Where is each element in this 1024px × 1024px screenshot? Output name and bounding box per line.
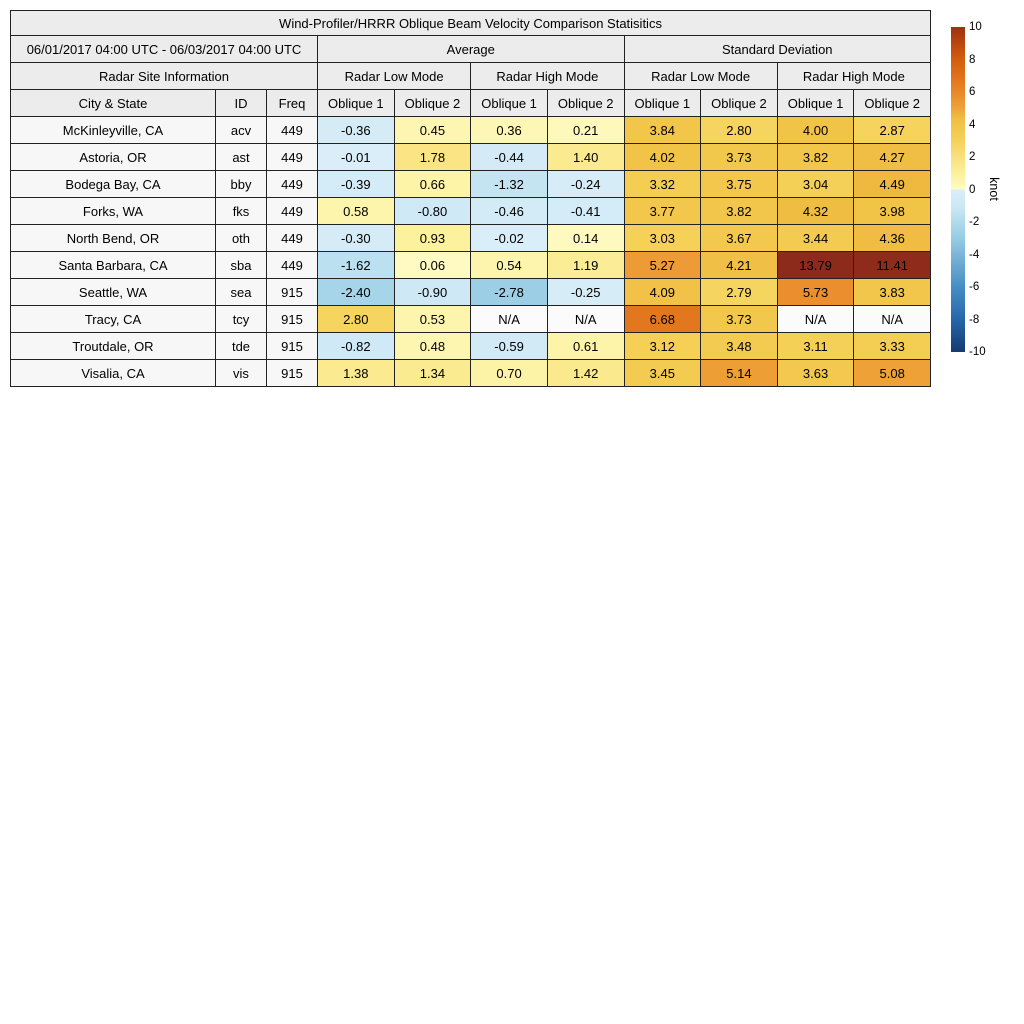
freq-cell: 915 [267, 279, 318, 306]
colorbar-tick-label: -6 [969, 281, 980, 293]
value-cell: -0.46 [471, 198, 548, 225]
value-cell: -0.02 [471, 225, 548, 252]
value-cell: 0.54 [471, 252, 548, 279]
value-cell: 4.32 [777, 198, 854, 225]
city-cell: Visalia, CA [11, 360, 216, 387]
id-cell: bby [216, 171, 267, 198]
id-cell: vis [216, 360, 267, 387]
value-cell: 4.21 [701, 252, 778, 279]
value-cell: -0.39 [318, 171, 395, 198]
column-header-row [11, 90, 931, 117]
value-cell: 13.79 [777, 252, 854, 279]
site-row-acv [11, 117, 931, 144]
site-row-vis [11, 360, 931, 387]
value-cell: -1.32 [471, 171, 548, 198]
value-cell: 4.00 [777, 117, 854, 144]
std-dev-header: Standard Deviation [624, 36, 931, 63]
value-cell: 2.79 [701, 279, 778, 306]
colorbar-tick-label: -10 [969, 346, 986, 358]
freq-cell: 915 [267, 333, 318, 360]
city-cell: Troutdale, OR [11, 333, 216, 360]
id-cell: acv [216, 117, 267, 144]
value-cell: 3.63 [777, 360, 854, 387]
value-cell: 11.41 [854, 252, 931, 279]
id-cell: tcy [216, 306, 267, 333]
city-cell: McKinleyville, CA [11, 117, 216, 144]
value-cell: 3.83 [854, 279, 931, 306]
avg-high-mode-header: Radar High Mode [471, 63, 624, 90]
value-cell: 3.98 [854, 198, 931, 225]
city-cell: Forks, WA [11, 198, 216, 225]
value-cell: 0.48 [394, 333, 471, 360]
std-low-mode-header: Radar Low Mode [624, 63, 777, 90]
date-range-cell: 06/01/2017 04:00 UTC - 06/03/2017 04:00 UTC [11, 36, 318, 63]
value-cell: 2.80 [701, 117, 778, 144]
value-cell: -1.62 [318, 252, 395, 279]
colorbar-tick-label: -8 [969, 313, 980, 326]
freq-header: Freq [267, 90, 318, 117]
avg-low-oblique-1-header: Oblique 1 [318, 90, 395, 117]
value-cell: 2.80 [318, 306, 395, 333]
stats-table [10, 10, 931, 387]
colorbar [951, 21, 1021, 358]
value-cell: 1.40 [547, 144, 624, 171]
value-cell: 4.02 [624, 144, 701, 171]
value-cell: 3.44 [777, 225, 854, 252]
value-cell: 5.27 [624, 252, 701, 279]
value-cell: 3.11 [777, 333, 854, 360]
city-cell: North Bend, OR [11, 225, 216, 252]
value-cell: 3.73 [701, 306, 778, 333]
value-cell: 3.33 [854, 333, 931, 360]
freq-cell: 915 [267, 306, 318, 333]
colorbar-tick-label: 8 [969, 53, 976, 66]
value-cell: -2.40 [318, 279, 395, 306]
value-cell: 0.06 [394, 252, 471, 279]
freq-cell: 449 [267, 171, 318, 198]
value-cell: 0.14 [547, 225, 624, 252]
id-cell: oth [216, 225, 267, 252]
std-high-oblique-2-header: Oblique 2 [854, 90, 931, 117]
std-low-oblique-1-header: Oblique 1 [624, 90, 701, 117]
value-cell: 4.49 [854, 171, 931, 198]
value-cell: 0.45 [394, 117, 471, 144]
city-cell: Tracy, CA [11, 306, 216, 333]
colorbar-tick-label: 4 [969, 118, 976, 131]
value-cell: 3.82 [777, 144, 854, 171]
freq-cell: 449 [267, 144, 318, 171]
value-cell: -0.01 [318, 144, 395, 171]
value-cell: -0.24 [547, 171, 624, 198]
colorbar-tick-label: 0 [969, 183, 976, 196]
value-cell: 3.73 [701, 144, 778, 171]
value-cell: 4.27 [854, 144, 931, 171]
site-row-tcy [11, 306, 931, 333]
city-cell: Santa Barbara, CA [11, 252, 216, 279]
value-cell: 1.34 [394, 360, 471, 387]
std-high-oblique-1-header: Oblique 1 [777, 90, 854, 117]
table-body [11, 117, 931, 387]
value-cell: N/A [547, 306, 624, 333]
std-high-mode-header: Radar High Mode [777, 63, 930, 90]
avg-high-oblique-1-header: Oblique 1 [471, 90, 548, 117]
colorbar-tick-label: -4 [969, 248, 980, 261]
table-title-row [11, 11, 931, 36]
value-cell: 5.14 [701, 360, 778, 387]
site-row-oth [11, 225, 931, 252]
site-row-ast [11, 144, 931, 171]
value-cell: -0.30 [318, 225, 395, 252]
value-cell: 1.78 [394, 144, 471, 171]
value-cell: 3.82 [701, 198, 778, 225]
freq-cell: 449 [267, 225, 318, 252]
value-cell: 3.12 [624, 333, 701, 360]
value-cell: 3.67 [701, 225, 778, 252]
city-cell: Seattle, WA [11, 279, 216, 306]
id-cell: fks [216, 198, 267, 225]
value-cell: 3.77 [624, 198, 701, 225]
city-cell: Bodega Bay, CA [11, 171, 216, 198]
value-cell: 1.42 [547, 360, 624, 387]
freq-cell: 449 [267, 198, 318, 225]
colorbar-tick-label: 6 [969, 86, 976, 98]
value-cell: 3.84 [624, 117, 701, 144]
table-title: Wind-Profiler/HRRR Oblique Beam Velocity Comparison Statisitics [11, 11, 931, 36]
site-row-fks [11, 198, 931, 225]
value-cell: 0.70 [471, 360, 548, 387]
avg-low-oblique-2-header: Oblique 2 [394, 90, 471, 117]
colorbar-tick-label: -2 [969, 216, 980, 228]
avg-low-mode-header: Radar Low Mode [318, 63, 471, 90]
group-header-row-1 [11, 36, 931, 63]
id-cell: sba [216, 252, 267, 279]
freq-cell: 449 [267, 252, 318, 279]
value-cell: 1.38 [318, 360, 395, 387]
site-info-header: Radar Site Information [11, 63, 318, 90]
value-cell: -0.82 [318, 333, 395, 360]
value-cell: -0.25 [547, 279, 624, 306]
value-cell: 3.04 [777, 171, 854, 198]
site-row-sea [11, 279, 931, 306]
colorbar-tick-label: 2 [969, 151, 976, 163]
value-cell: 1.19 [547, 252, 624, 279]
avg-high-oblique-2-header: Oblique 2 [547, 90, 624, 117]
value-cell: -0.80 [394, 198, 471, 225]
value-cell: 0.66 [394, 171, 471, 198]
value-cell: 0.36 [471, 117, 548, 144]
value-cell: N/A [471, 306, 548, 333]
value-cell: 0.61 [547, 333, 624, 360]
value-cell: -0.41 [547, 198, 624, 225]
id-header: ID [216, 90, 267, 117]
value-cell: 3.48 [701, 333, 778, 360]
std-low-oblique-2-header: Oblique 2 [701, 90, 778, 117]
average-header: Average [318, 36, 625, 63]
value-cell: -0.36 [318, 117, 395, 144]
value-cell: 0.21 [547, 117, 624, 144]
value-cell: 4.09 [624, 279, 701, 306]
value-cell: 5.73 [777, 279, 854, 306]
value-cell: N/A [854, 306, 931, 333]
value-cell: 3.45 [624, 360, 701, 387]
value-cell: 4.36 [854, 225, 931, 252]
value-cell: 0.53 [394, 306, 471, 333]
value-cell: 0.58 [318, 198, 395, 225]
value-cell: N/A [777, 306, 854, 333]
colorbar-gradient [951, 27, 965, 352]
colorbar-unit-label: knot [987, 177, 1001, 201]
id-cell: ast [216, 144, 267, 171]
city-state-header: City & State [11, 90, 216, 117]
colorbar-tick-label: 10 [969, 21, 982, 33]
value-cell: 3.75 [701, 171, 778, 198]
site-row-tde [11, 333, 931, 360]
value-cell: 5.08 [854, 360, 931, 387]
freq-cell: 449 [267, 117, 318, 144]
value-cell: -2.78 [471, 279, 548, 306]
value-cell: -0.59 [471, 333, 548, 360]
site-row-sba [11, 252, 931, 279]
value-cell: 6.68 [624, 306, 701, 333]
id-cell: sea [216, 279, 267, 306]
value-cell: 3.32 [624, 171, 701, 198]
freq-cell: 915 [267, 360, 318, 387]
city-cell: Astoria, OR [11, 144, 216, 171]
value-cell: -0.90 [394, 279, 471, 306]
value-cell: 3.03 [624, 225, 701, 252]
site-row-bby [11, 171, 931, 198]
value-cell: -0.44 [471, 144, 548, 171]
id-cell: tde [216, 333, 267, 360]
group-header-row-2 [11, 63, 931, 90]
value-cell: 0.93 [394, 225, 471, 252]
value-cell: 2.87 [854, 117, 931, 144]
